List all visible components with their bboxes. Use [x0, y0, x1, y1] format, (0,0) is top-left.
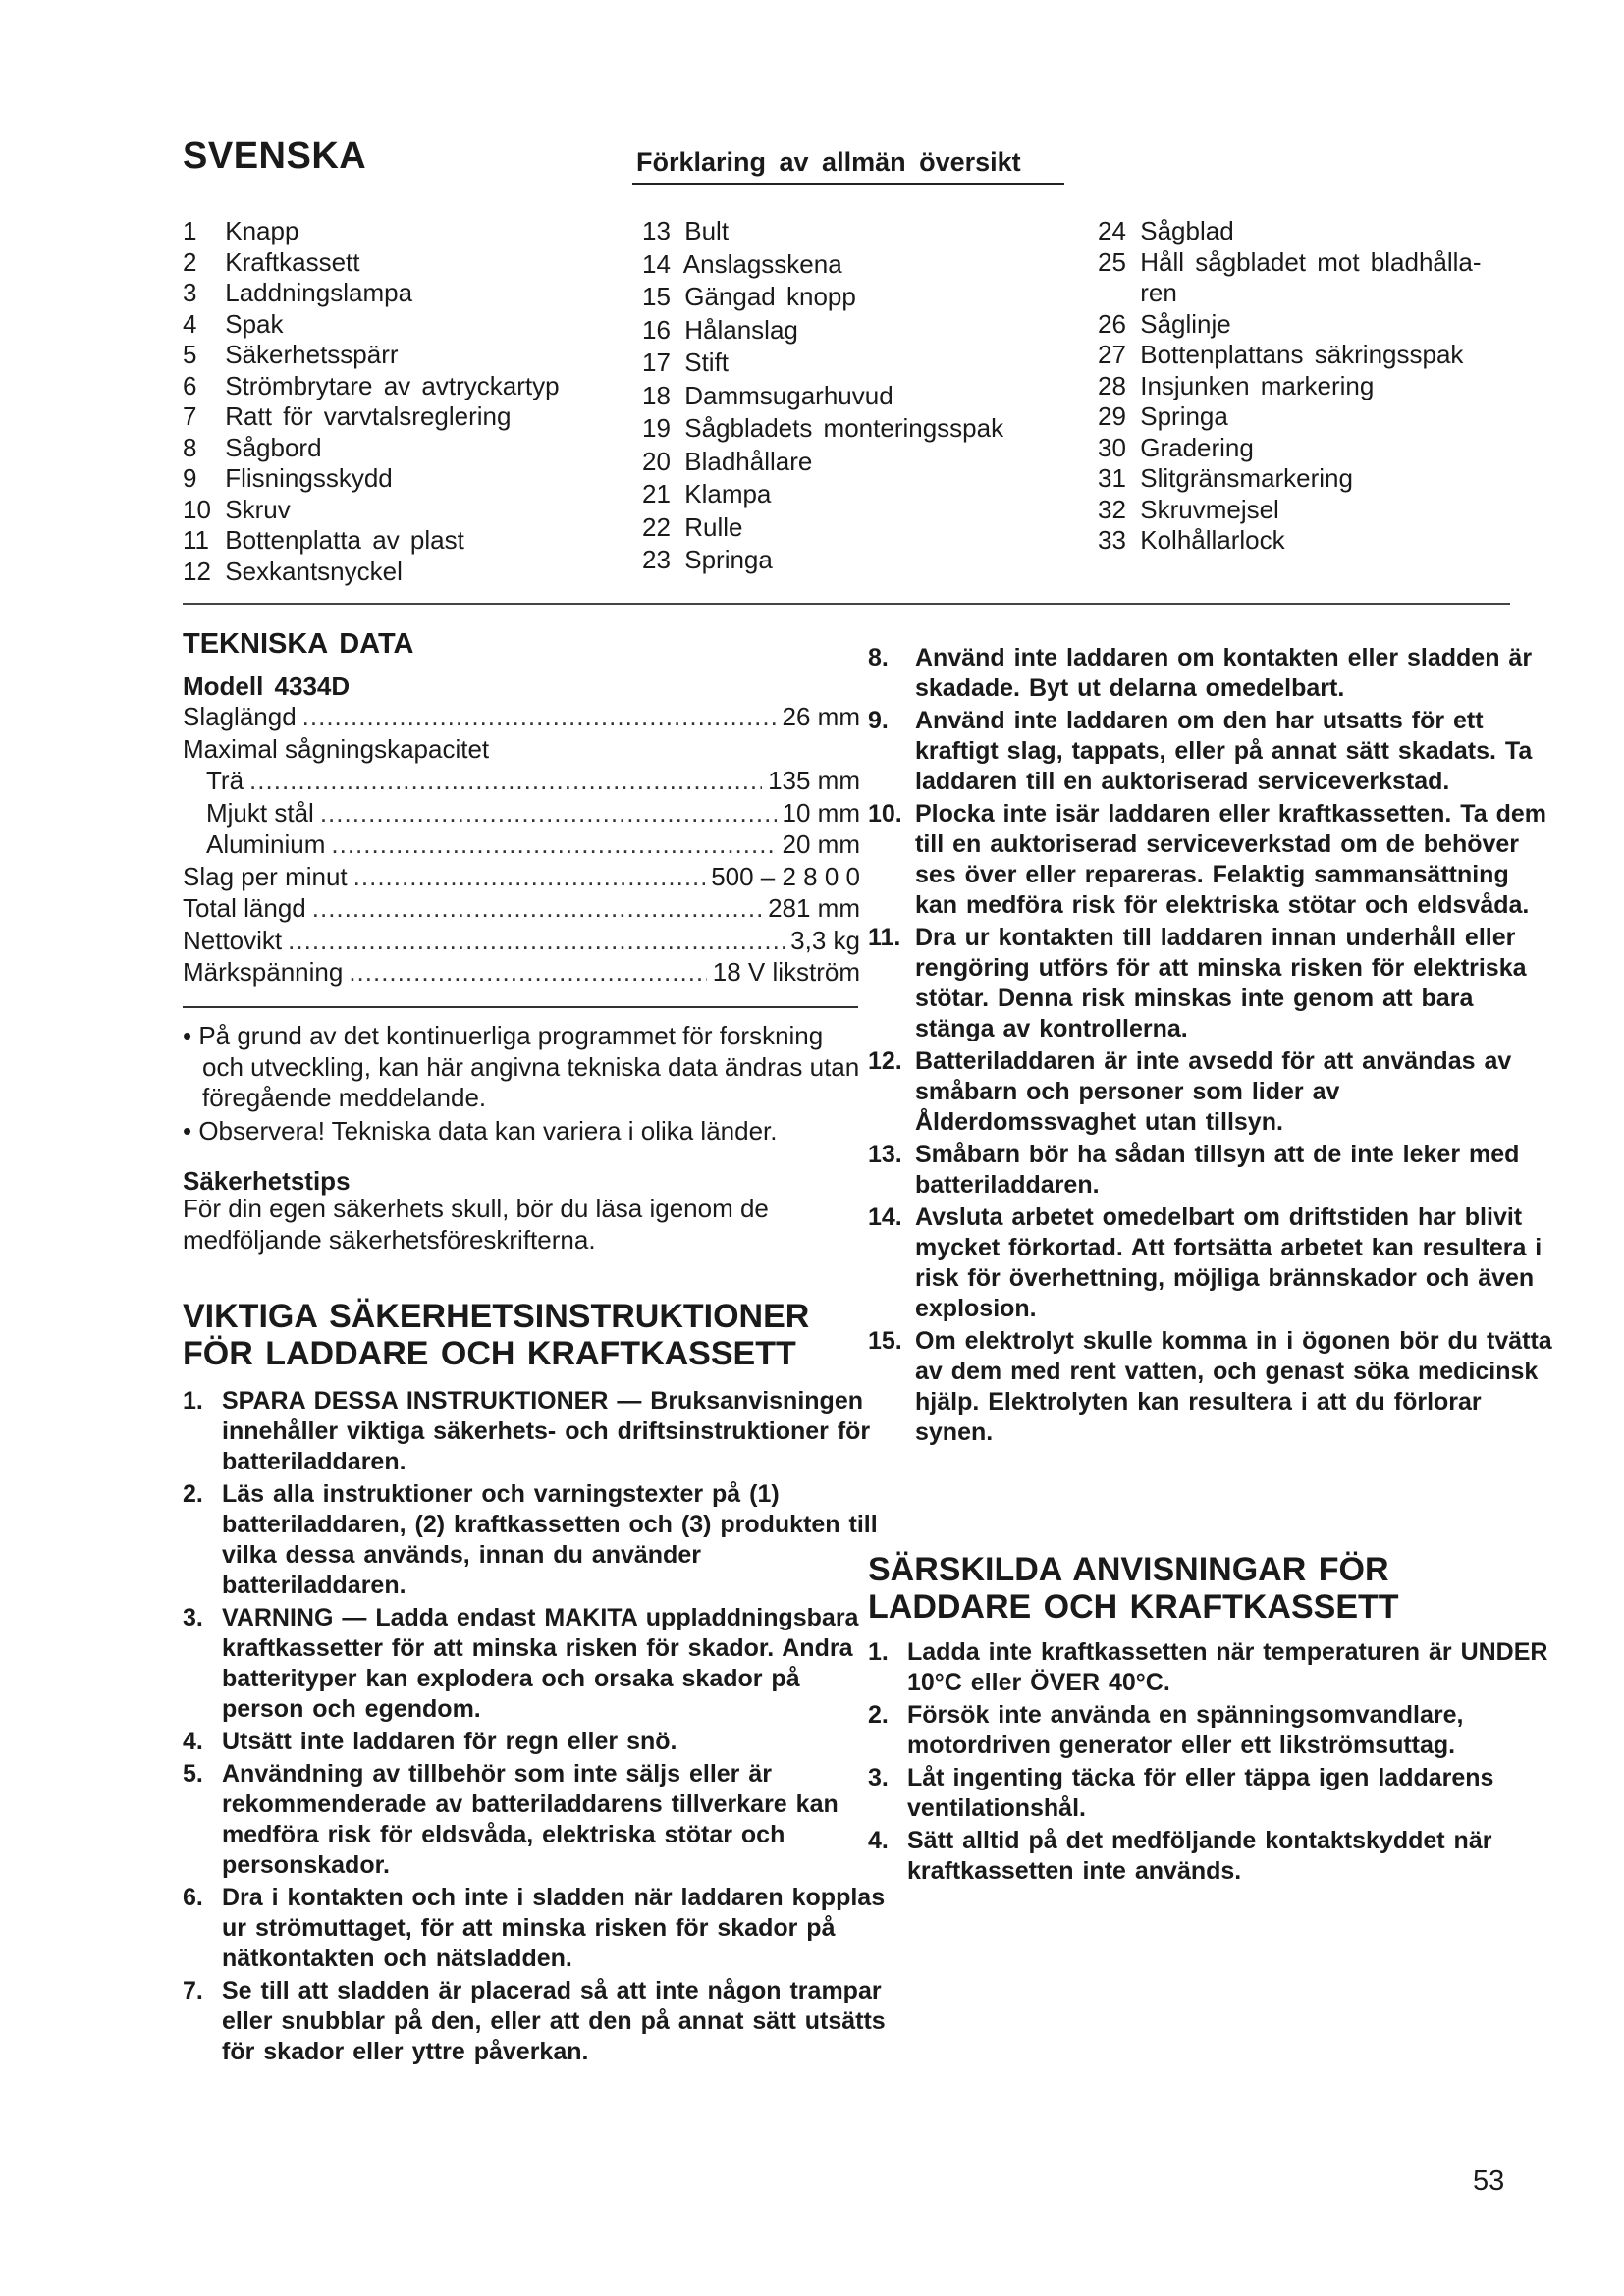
special-instructions-heading: SÄRSKILDA ANVISNINGAR FÖR LADDARE OCH KRAFTKASSETT: [868, 1551, 1399, 1626]
charger-safety-list-left: [183, 1386, 890, 2069]
legend-item: 2 Kraftkassett: [183, 246, 360, 277]
spec-row-aluminium: Aluminium ..... 20 mm: [183, 828, 860, 861]
list-item: 13. Småbarn bör ha sådan tillsyn att de inte leker med batteriladdaren.: [868, 1141, 1520, 1199]
charger-safety-list-right: [868, 643, 1555, 1450]
list-item: 4. Utsätt inte laddaren för regn eller snö.: [183, 1728, 677, 1755]
overview-title: Förklaring av allmän översikt: [636, 147, 1021, 177]
legend-item: 28 Insjunken markering: [1098, 370, 1375, 400]
legend-item: 20 Bladhållare: [642, 446, 813, 476]
legend-item: 8 Sågbord: [183, 432, 322, 462]
list-item: 7. Se till att sladden är placerad så att inte någon trampar eller snubblar på den, eller att den på annat sätt utsätts för skador eller yttre påverkan.: [183, 1977, 886, 2065]
legend-item: 11 Bottenplatta av plast: [183, 525, 464, 555]
list-item: 1. Ladda inte kraftkassetten när temperaturen är UNDER 10°C eller ÖVER 40°C.: [868, 1638, 1548, 1696]
section-divider: [183, 603, 1510, 605]
list-item: 1. SPARA DESSA INSTRUKTIONER — Bruksanvisningen innehåller viktiga säkerhets- och driftsinstruktioner för batteriladdaren.: [183, 1387, 871, 1475]
legend-column-3: [1098, 216, 1482, 557]
spec-row-length: Total längd ..... 281 mm: [183, 892, 860, 925]
note-item: • Observera! Tekniska data kan variera i olika länder.: [183, 1115, 778, 1146]
legend-item: 7 Ratt för varvtalsreglering: [183, 401, 512, 431]
legend-column-2: [642, 216, 1003, 578]
special-instructions-list: [868, 1637, 1555, 1889]
legend-item: 12 Sexkantsnyckel: [183, 556, 403, 586]
list-item: 9. Använd inte laddaren om den har utsatts för ett kraftigt slag, tappats, eller på annat sätt skadats. Ta laddaren till en auktoriserad serviceverkstad.: [868, 707, 1533, 795]
legend-item: 6 Strömbrytare av avtryckartyp: [183, 370, 560, 400]
charger-safety-heading: VIKTIGA SÄKERHETSINSTRUKTIONER FÖR LADDARE OCH KRAFTKASSETT: [183, 1298, 810, 1372]
list-item: 2. Försök inte använda en spänningsomvandlare, motordriven generator eller ett likströmsuttag.: [868, 1701, 1464, 1759]
legend-item: 3 Laddningslampa: [183, 278, 413, 307]
model-label: Modell 4334D: [183, 671, 351, 701]
legend-item: 19 Sågbladets monteringsspak: [642, 413, 1004, 443]
legend-item: 5 Säkerhetsspärr: [183, 340, 399, 369]
page-number: 53: [1473, 2165, 1505, 2197]
legend-item: 32 Skruvmejsel: [1098, 494, 1279, 524]
list-item: 11. Dra ur kontakten till laddaren innan underhåll eller rengöring utförs för att minska risken för elektriska stötar. Denna risk minskas inte genom att bara stänga av kontrollerna.: [868, 924, 1527, 1042]
legend-item: 13 Bult: [642, 216, 730, 245]
spec-row-weight: Nettovikt ..... 3,3 kg: [183, 925, 860, 957]
specs-table: [183, 701, 860, 988]
legend-item: 14 Anslagsskena: [642, 248, 842, 279]
safety-tips-title: Säkerhetstips: [183, 1166, 351, 1196]
specs-divider: [183, 1006, 858, 1008]
spec-row-stroke: Slaglängd ..... 26 mm: [183, 701, 860, 733]
note-item: • På grund av det kontinuerliga programmet för forskning och utveckling, kan här angivna tekniska data ändras utan föregående meddelande.: [183, 1021, 860, 1112]
legend-item: 18 Dammsugarhuvud: [642, 380, 893, 410]
list-item: 8. Använd inte laddaren om kontakten eller sladden är skadade. Byt ut delarna omedelbart.: [868, 644, 1533, 702]
legend-item: 23 Springa: [642, 545, 773, 574]
legend-item: 15 Gängad knopp: [642, 282, 856, 311]
legend-item: 33 Kolhållarlock: [1098, 525, 1285, 555]
legend-item: 27 Bottenplattans säkringsspak: [1098, 340, 1464, 369]
legend-item: 31 Slitgränsmarkering: [1098, 463, 1353, 493]
legend-item: 4 Spak: [183, 308, 284, 339]
list-item: 6. Dra i kontakten och inte i sladden när laddaren kopplas ur strömuttaget, för att minska risken för skador på nätkontakten och nätsladden.: [183, 1884, 886, 1972]
legend-item: 1 Knapp: [183, 216, 299, 245]
legend-column-1: [183, 216, 560, 587]
legend-item: 10 Skruv: [183, 494, 291, 524]
legend-item: 22 Rulle: [642, 511, 743, 542]
spec-row-capacity: Maximal sågningskapacitet: [183, 733, 490, 764]
specs-title: TEKNISKA DATA: [183, 628, 414, 660]
spec-row-wood: Trä ..... 135 mm: [183, 765, 860, 797]
list-item: 10. Plocka inte isär laddaren eller kraftkassetten. Ta dem till en auktoriserad serviceverkstad om de behöver ses över eller repareras. Felaktig sammansättning kan medföra risk för elektriska stötar och eldsvåda.: [868, 800, 1546, 919]
list-item: 3. Låt ingenting täcka för eller täppa igen laddarens ventilationshål.: [868, 1764, 1494, 1822]
list-item: 2. Läs alla instruktioner och varningstexter på (1) batteriladdaren, (2) kraftkassetten och (3) produkten till vilka dessa används, innan du använder batteriladdaren.: [183, 1480, 878, 1599]
list-item: 12. Batteriladdaren är inte avsedd för att användas av småbarn och personer som lider av Ålderdomssvaghet utan tillsyn.: [868, 1047, 1512, 1136]
list-item: 14. Avsluta arbetet omedelbart om driftstiden har blivit mycket förkortad. Att fortsätta arbetet kan resultera i risk för överhettning, möjliga brännskador och även explosion.: [868, 1203, 1543, 1322]
legend-item: 9 Flisningsskydd: [183, 463, 393, 493]
language-heading: SVENSKA: [183, 135, 367, 177]
list-item: 5. Användning av tillbehör som inte säljs eller är rekommenderade av batteriladdarens tillverkare kan medföra risk för eldsvåda, elektriska stötar och personskador.: [183, 1760, 839, 1879]
legend-item: 29 Springa: [1098, 401, 1228, 431]
legend-item: ren: [1140, 278, 1177, 307]
legend-item: 30 Gradering: [1098, 432, 1254, 462]
legend-item: 17 Stift: [642, 347, 730, 377]
spec-row-mild-steel: Mjukt stål ..... 10 mm: [183, 797, 860, 829]
overview-title-underline: [632, 183, 1064, 185]
spec-notes: [183, 1021, 860, 1148]
legend-item: 16 Hålanslag: [642, 314, 798, 345]
list-item: 15. Om elektrolyt skulle komma in i ögonen bör du tvätta av dem med rent vatten, och genast söka medicinsk hjälp. Elektrolyten kan resultera i att du förlorar synen.: [868, 1327, 1552, 1446]
safety-tips-text: För din egen säkerhets skull, bör du läsa igenom de medföljande säkerhetsföreskrifterna.: [183, 1194, 769, 1255]
legend-item: 25 Håll sågbladet mot bladhålla-: [1098, 246, 1482, 277]
list-item: 3. VARNING — Ladda endast MAKITA uppladdningsbara kraftkassetter för att minska risken för skador. Andra batterityper kan explodera och orsaka skador på person och egendom.: [183, 1604, 859, 1723]
list-item: 4. Sätt alltid på det medföljande kontaktskyddet när kraftkassetten inte används.: [868, 1827, 1492, 1885]
spec-row-voltage: Märkspänning ..... 18 V likström: [183, 956, 860, 988]
legend-item: 26 Såglinje: [1098, 308, 1231, 339]
legend-item: 24 Sågblad: [1098, 216, 1234, 245]
spec-row-spm: Slag per minut ..... 500 – 2 8 0 0: [183, 861, 860, 893]
legend-item: 21 Klampa: [642, 479, 772, 508]
